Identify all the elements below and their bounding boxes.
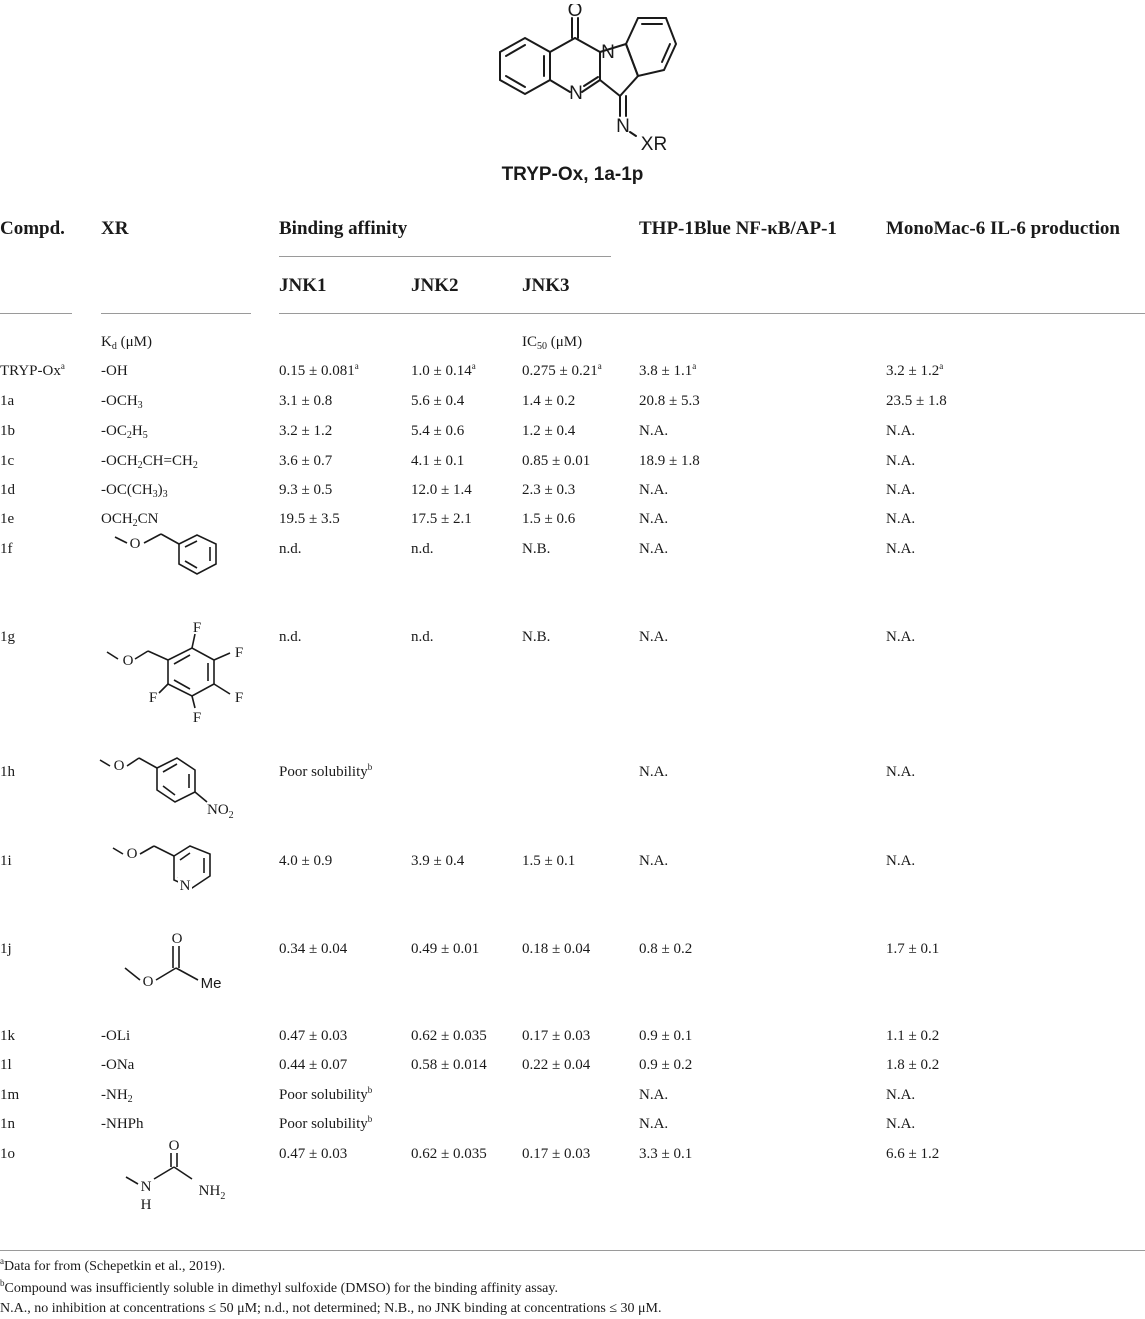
jnk1-value: 3.1 ± 0.8 — [279, 393, 333, 409]
thp1-value: N.A. — [639, 423, 669, 439]
o-label: O — [129, 536, 141, 552]
thp1-value: N.A. — [639, 482, 669, 498]
monomac-value: N.A. — [886, 453, 916, 469]
row-id: 1e — [0, 511, 15, 527]
jnk2-value: 0.58 ± 0.014 — [411, 1057, 487, 1073]
jnk1-value: 0.15 ± 0.081$^a$ — [279, 361, 359, 379]
benzyloxy-structure — [105, 532, 245, 580]
kd-unit-label: $K_d$ (μM) — [101, 334, 152, 352]
jnk1-value: n.d. — [279, 629, 302, 645]
jnk3-value: 0.17 ± 0.03 — [522, 1028, 591, 1044]
monomac-value: 3.2 ± 1.2$^a$ — [886, 361, 944, 379]
monomac-value: 23.5 ± 1.8 — [886, 393, 947, 409]
o-label: O — [126, 846, 138, 862]
jnk3-value: 0.85 ± 0.01 — [522, 453, 591, 469]
jnk1-value: 9.3 ± 0.5 — [279, 482, 333, 498]
jnk1-value: 3.6 ± 0.7 — [279, 453, 333, 469]
jnk2-value: 0.62 ± 0.035 — [411, 1028, 487, 1044]
jnk1-value: 19.5 ± 3.5 — [279, 511, 340, 527]
thp1-value: N.A. — [639, 1116, 669, 1132]
row-xr: -OH — [101, 363, 128, 379]
row-xr: $-NH_2$ — [101, 1087, 133, 1105]
fluorine-label: F — [192, 710, 202, 724]
jnk3-value: 1.5 ± 0.6 — [522, 511, 576, 527]
row-id: 1b — [0, 423, 15, 439]
thp1-value: N.A. — [639, 511, 669, 527]
table-bottom-rule — [0, 1250, 1145, 1251]
methyl-label: Me — [200, 975, 222, 992]
col-header-compd: Compd. — [0, 218, 65, 239]
footnote-a: $^a$Data for from (Schepetkin et al., 2019). — [0, 1256, 226, 1274]
monomac-value: 6.6 ± 1.2 — [886, 1146, 940, 1162]
header-rule-data — [279, 313, 1145, 314]
jnk1-value: 0.47 ± 0.03 — [279, 1146, 348, 1162]
header-rule-compd — [0, 313, 72, 314]
thp1-value: 18.9 ± 1.8 — [639, 453, 700, 469]
jnk2-value: n.d. — [411, 541, 434, 557]
monomac-value: N.A. — [886, 1116, 916, 1132]
row-id: 1c — [0, 453, 15, 469]
thp1-value: N.A. — [639, 764, 669, 780]
monomac-value: N.A. — [886, 764, 916, 780]
jnk3-value: 1.4 ± 0.2 — [522, 393, 576, 409]
row-xr: -NHPh — [101, 1116, 144, 1132]
jnk1-value: 0.34 ± 0.04 — [279, 941, 348, 957]
jnk1-value: 0.47 ± 0.03 — [279, 1028, 348, 1044]
carbonyl-o-label: O — [171, 931, 183, 947]
o-label: O — [113, 758, 125, 774]
carbonyl-o-label: O — [567, 4, 583, 21]
n-label: N — [140, 1179, 152, 1195]
jnk3-value: 2.3 ± 0.3 — [522, 482, 576, 498]
row-id: 1a — [0, 393, 15, 409]
col-header-jnk2: JNK2 — [411, 275, 459, 296]
ring-n2-label: N — [569, 83, 583, 104]
row-xr: $OCH_2CN$ — [101, 511, 159, 529]
acetoxy-structure — [120, 928, 260, 996]
n-label: N — [179, 878, 191, 894]
jnk2-value: 17.5 ± 2.1 — [411, 511, 472, 527]
o-label: O — [122, 653, 134, 669]
col-header-thp1: THP-1Blue NF-κB/AP-1 — [639, 218, 837, 239]
row-id: 1l — [0, 1057, 12, 1073]
row-id: 1d — [0, 482, 15, 498]
fluorine-label: F — [234, 645, 244, 661]
o-label: O — [142, 974, 154, 990]
nh2-label: $NH_2$ — [198, 1183, 226, 1202]
jnk3-value: 0.275 ± 0.21$^a$ — [522, 361, 602, 379]
row-id: TRYP-Ox$^a$ — [0, 361, 65, 379]
jnk3-value: 0.18 ± 0.04 — [522, 941, 591, 957]
jnk2-value: 5.6 ± 0.4 — [411, 393, 465, 409]
monomac-value: N.A. — [886, 482, 916, 498]
thp1-value: N.A. — [639, 629, 669, 645]
row-id: 1n — [0, 1116, 15, 1132]
jnk1-value: Poor solubility$^b$ — [279, 762, 373, 780]
thp1-value: 0.8 ± 0.2 — [639, 941, 693, 957]
fluorine-label: F — [148, 690, 158, 706]
monomac-value: N.A. — [886, 423, 916, 439]
thp1-value: N.A. — [639, 1087, 669, 1103]
monomac-value: N.A. — [886, 1087, 916, 1103]
fluorine-label: F — [192, 620, 202, 636]
jnk3-value: 0.22 ± 0.04 — [522, 1057, 591, 1073]
row-xr: -OLi — [101, 1028, 131, 1044]
jnk2-value: 3.9 ± 0.4 — [411, 853, 465, 869]
jnk2-value: 4.1 ± 0.1 — [411, 453, 465, 469]
row-id: 1m — [0, 1087, 20, 1103]
urea-structure — [108, 1135, 248, 1215]
jnk2-value: 1.0 ± 0.14$^a$ — [411, 361, 476, 379]
jnk2-value: n.d. — [411, 629, 434, 645]
ic50-unit-label: $IC_{50}$ (μM) — [522, 334, 583, 352]
jnk2-value: 5.4 ± 0.6 — [411, 423, 465, 439]
tryp-ox-structure — [470, 4, 680, 154]
thp1-value: 3.3 ± 0.1 — [639, 1146, 693, 1162]
row-id: 1o — [0, 1146, 15, 1162]
row-xr: $-OCH_3$ — [101, 393, 143, 411]
jnk3-value: N.B. — [522, 541, 551, 557]
h-label: H — [140, 1197, 152, 1213]
ring-n1-label: N — [601, 42, 615, 63]
monomac-value: N.A. — [886, 629, 916, 645]
thp1-value: 3.8 ± 1.1$^a$ — [639, 361, 697, 379]
jnk2-value: 12.0 ± 1.4 — [411, 482, 472, 498]
structure-caption: TRYP-Ox, 1a-1p — [501, 164, 644, 185]
pentafluorobenzyloxy-structure — [102, 618, 252, 724]
col-header-jnk3: JNK3 — [522, 275, 570, 296]
row-id: 1g — [0, 629, 15, 645]
pyridylmethoxy-structure — [108, 840, 248, 898]
fluorine-label: F — [234, 690, 244, 706]
thp1-value: N.A. — [639, 853, 669, 869]
jnk2-value: 0.49 ± 0.01 — [411, 941, 480, 957]
col-header-monomac: MonoMac-6 IL-6 production — [886, 218, 1120, 239]
col-header-binding-affinity: Binding affinity — [279, 218, 408, 239]
oxime-n-label: N — [616, 116, 630, 137]
monomac-value: N.A. — [886, 511, 916, 527]
row-xr: $-OCH_2CH=CH_2$ — [101, 453, 198, 471]
thp1-value: 0.9 ± 0.2 — [639, 1057, 693, 1073]
col-header-xr: XR — [101, 218, 129, 239]
jnk1-value: 0.44 ± 0.07 — [279, 1057, 348, 1073]
jnk3-value: 1.5 ± 0.1 — [522, 853, 576, 869]
monomac-value: 1.8 ± 0.2 — [886, 1057, 940, 1073]
thp1-value: 20.8 ± 5.3 — [639, 393, 700, 409]
footnote-abbreviations: N.A., no inhibition at concentrations ≤ 50 μM; n.d., not determined; N.B., no JNK binding at concentrations ≤ 30 μM. — [0, 1301, 662, 1316]
monomac-value: N.A. — [886, 541, 916, 557]
header-rule-xr — [101, 313, 251, 314]
jnk1-value: Poor solubility$^b$ — [279, 1085, 373, 1103]
jnk1-value: 3.2 ± 1.2 — [279, 423, 333, 439]
jnk2-value: 0.62 ± 0.035 — [411, 1146, 487, 1162]
carbonyl-o-label: O — [168, 1138, 180, 1154]
nitrobenzyloxy-structure — [95, 752, 255, 818]
thp1-value: N.A. — [639, 541, 669, 557]
xr-label: XR — [640, 134, 668, 154]
nitro-label: $NO_2$ — [207, 802, 234, 818]
binding-affinity-rule — [279, 256, 611, 257]
row-xr: -ONa — [101, 1057, 135, 1073]
row-id: 1j — [0, 941, 12, 957]
thp1-value: 0.9 ± 0.1 — [639, 1028, 693, 1044]
jnk3-value: 0.17 ± 0.03 — [522, 1146, 591, 1162]
row-id: 1k — [0, 1028, 15, 1044]
footnote-b: $^b$Compound was insufficiently soluble in dimethyl sulfoxide (DMSO) for the binding affinity assay. — [0, 1278, 558, 1296]
monomac-value: 1.1 ± 0.2 — [886, 1028, 940, 1044]
row-id: 1h — [0, 764, 15, 780]
row-xr: $-OC(CH_3)_3$ — [101, 482, 168, 500]
jnk1-value: Poor solubility$^b$ — [279, 1114, 373, 1132]
jnk3-value: 1.2 ± 0.4 — [522, 423, 576, 439]
row-xr: $-OC_2H_5$ — [101, 423, 148, 441]
monomac-value: N.A. — [886, 853, 916, 869]
col-header-jnk1: JNK1 — [279, 275, 327, 296]
jnk1-value: n.d. — [279, 541, 302, 557]
row-id: 1i — [0, 853, 12, 869]
row-id: 1f — [0, 541, 13, 557]
jnk3-value: N.B. — [522, 629, 551, 645]
monomac-value: 1.7 ± 0.1 — [886, 941, 940, 957]
jnk1-value: 4.0 ± 0.9 — [279, 853, 333, 869]
